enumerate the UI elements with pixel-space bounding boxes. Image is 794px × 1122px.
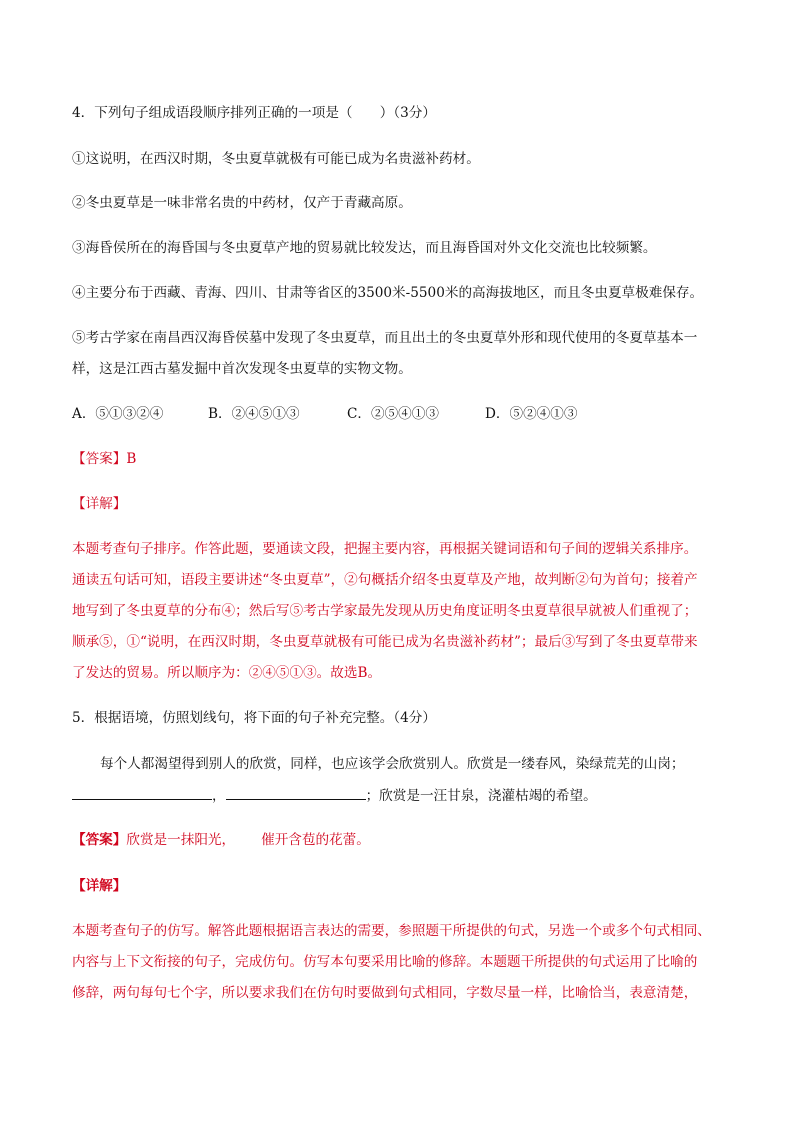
q5-explain-tag-text: 【详解】 (72, 878, 127, 894)
q4-sentence-4: ④主要分布于西藏、青海、四川、甘肃等省区的3500米-5500米的高海拔地区，而且冬虫夏草极难保存。 (72, 285, 704, 301)
q5-passage-line-1: 每个人都渴望得到别人的欣赏，同样，也应该学会欣赏别人。欣赏是一缕春风，染绿荒芜的山岗； (100, 756, 685, 772)
q5-explain-line-1: 本题考查句子的仿写。解答此题根据语言表达的需要，参照题干所提供的句式，另选一个或多个句式相同、 (72, 923, 711, 939)
q4-sentence-5-line-1: ⑤考古学家在南昌西汉海昏侯墓中发现了冬虫夏草，而且出土的冬虫夏草外形和现代使用的冬夏草基本一 (72, 330, 698, 346)
q5-answer-tag: 【答案】 (72, 832, 127, 848)
q4-stem: 4．下列句子组成语段顺序排列正确的一项是（ ）（3分） (72, 105, 436, 121)
q5-explain-line-3: 修辞，两句每句七个字，所以要求我们在仿句时要做到句式相同，字数尽量一样，比喻恰当，表意清楚， (72, 985, 698, 1001)
q5-answer (72, 830, 722, 850)
q4-option-c: C．②⑤④①③ (347, 406, 439, 422)
q4-option-b: B．②④⑤①③ (208, 406, 300, 422)
q4-sentence-1: ①这说明，在西汉时期，冬虫夏草就极有可能已成为名贵滋补药材。 (72, 151, 480, 167)
q4-option-a: A．⑤①③②④ (72, 406, 164, 422)
q4-explain-tag-text: 【详解】 (72, 496, 127, 512)
q5-explain-line-2: 内容与上下文衔接的句子，完成仿句。仿写本句要采用比喻的修辞。本题题干所提供的句式运用了比喻的 (72, 954, 698, 970)
q5-answer-part-1: 欣赏是一抹阳光， (126, 832, 236, 848)
q5-stem: 5．根据语境，仿照划线句，将下面的句子补充完整。（4分） (72, 710, 436, 726)
q4-answer-value: B (126, 451, 137, 467)
q4-answer (72, 449, 722, 469)
q4-answer-tag: 【答案】 (72, 451, 127, 467)
q4-sentence-5-line-2: 样，这是江西古墓发掘中首次发现冬虫夏草的实物文物。 (72, 361, 412, 377)
q4-sentence-3: ③海昏侯所在的海昏国与冬虫夏草产地的贸易就比较发达，而且海昏国对外文化交流也比较频繁。 (72, 240, 657, 256)
q4-explain-line-2: 通读五句话可知，语段主要讲述“冬虫夏草”，②句概括介绍冬虫夏草及产地，故判断②句为首句；接着产 (72, 572, 698, 588)
q5-explain-tag (72, 876, 722, 896)
q4-explain-line-1: 本题考查句子排序。作答此题，要通读文段，把握主要内容，再根据关键词语和句子间的逻辑关系排序。 (72, 541, 698, 557)
q5-blank-1[interactable] (72, 785, 212, 800)
q5-passage-end: ；欣赏是一汪甘泉，浇灌枯竭的希望。 (365, 788, 597, 804)
q5-passage-line-2 (72, 785, 722, 806)
q4-explain-tag (72, 494, 722, 514)
q4-explain-line-3: 地写到了冬虫夏草的分布④；然后写⑤考古学家最先发现从历史角度证明冬虫夏草很早就被人们重视了； (72, 603, 698, 619)
q4-sentence-2: ②冬虫夏草是一味非常名贵的中药材，仅产于青藏高原。 (72, 195, 412, 211)
q5-comma: ， (212, 788, 226, 804)
q5-answer-part-2: 催开含苞的花蕾。 (261, 832, 370, 848)
q4-explain-line-5: 了发达的贸易。所以顺序为：②④⑤①③。故选B。 (72, 665, 382, 681)
q4-explain-line-4: 顺承⑤，①“说明，在西汉时期，冬虫夏草就极有可能已成为名贵滋补药材”；最后③写到了冬虫夏草带来 (72, 634, 698, 650)
q4-options (72, 404, 722, 424)
q5-blank-2[interactable] (226, 785, 366, 800)
q4-option-d: D．⑤②④①③ (485, 406, 578, 422)
